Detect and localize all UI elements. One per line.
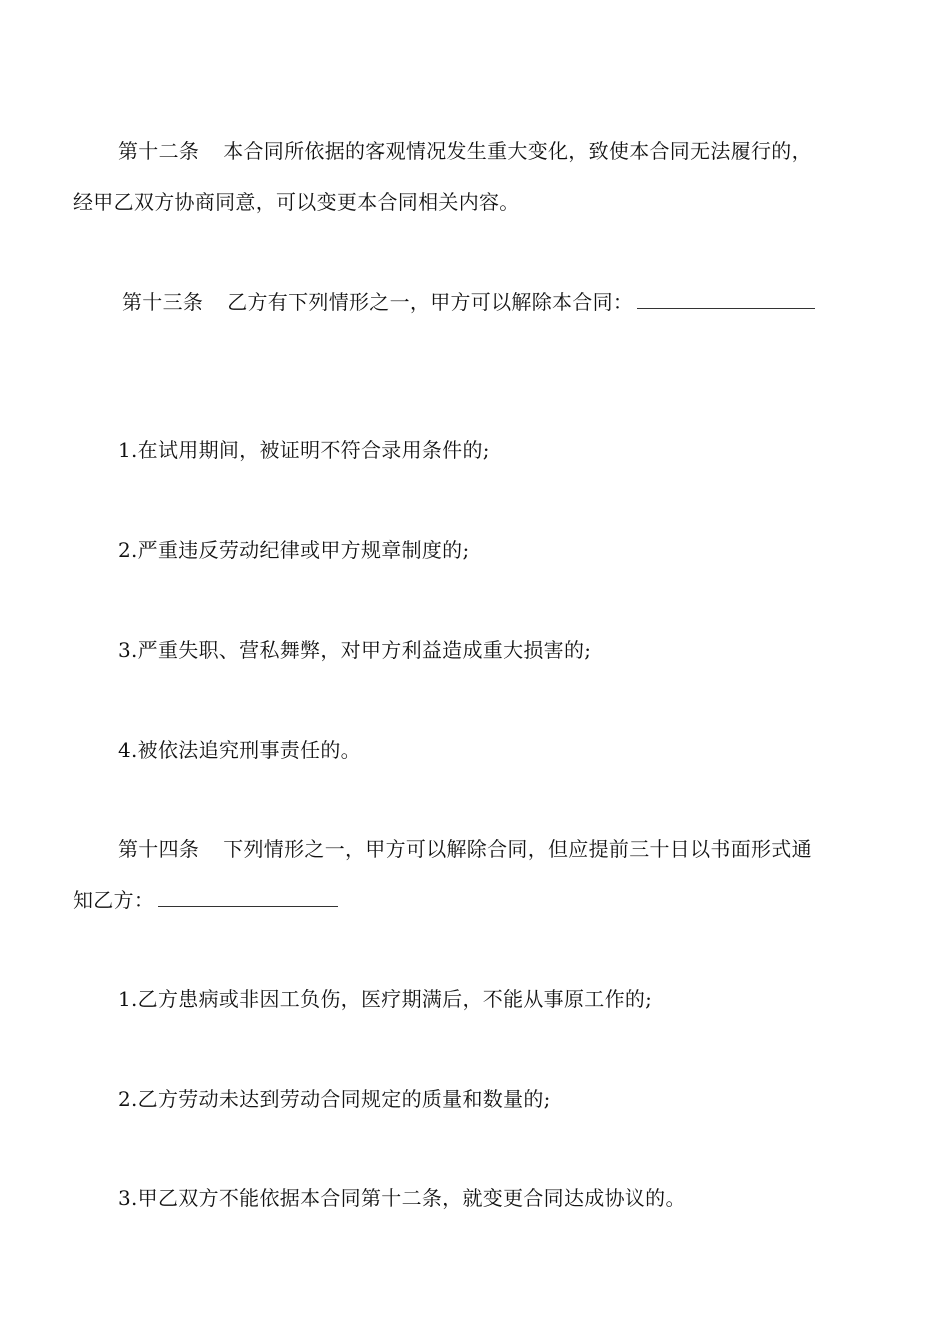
- article-12-line-2: [73, 188, 520, 216]
- article-13-item-4: 4.被依法追究刑事责任的。: [118, 738, 361, 762]
- article-13-number: 第十三条: [122, 290, 204, 314]
- article-13-item-1: 1.在试用期间，被证明不符合录用条件的;: [118, 438, 490, 462]
- article-12-text-1: 本合同所依据的客观情况发生重大变化，致使本合同无法履行的，: [223, 139, 812, 163]
- article-14-line-1: [118, 835, 812, 863]
- article-14-number: 第十四条: [118, 837, 200, 861]
- article-14-text-1: 下列情形之一，甲方可以解除合同，但应提前三十日以书面形式通: [223, 837, 812, 861]
- article-13-blank-field[interactable]: [637, 290, 815, 309]
- article-13-heading: [122, 288, 815, 316]
- article-14-line-2: [73, 886, 338, 914]
- article-12-number: 第十二条: [118, 139, 200, 163]
- article-14-text-2: 知乙方：: [73, 888, 155, 912]
- article-14-item-1: 1.乙方患病或非因工负伤，医疗期满后，不能从事原工作的;: [118, 987, 653, 1011]
- article-13-item-2: 2.严重违反劳动纪律或甲方规章制度的;: [118, 538, 470, 562]
- article-14-blank-field[interactable]: [158, 888, 338, 907]
- article-13-item-3: 3.严重失职、营私舞弊，对甲方利益造成重大损害的;: [118, 638, 592, 662]
- article-14-item-2: 2.乙方劳动未达到劳动合同规定的质量和数量的;: [118, 1087, 551, 1111]
- article-13-text: 乙方有下列情形之一，甲方可以解除本合同：: [227, 290, 634, 314]
- article-12-line-1: [118, 137, 812, 165]
- article-14-item-3: 3.甲乙双方不能依据本合同第十二条，就变更合同达成协议的。: [118, 1186, 686, 1210]
- article-12-text-2: 经甲乙双方协商同意，可以变更本合同相关内容。: [73, 190, 520, 214]
